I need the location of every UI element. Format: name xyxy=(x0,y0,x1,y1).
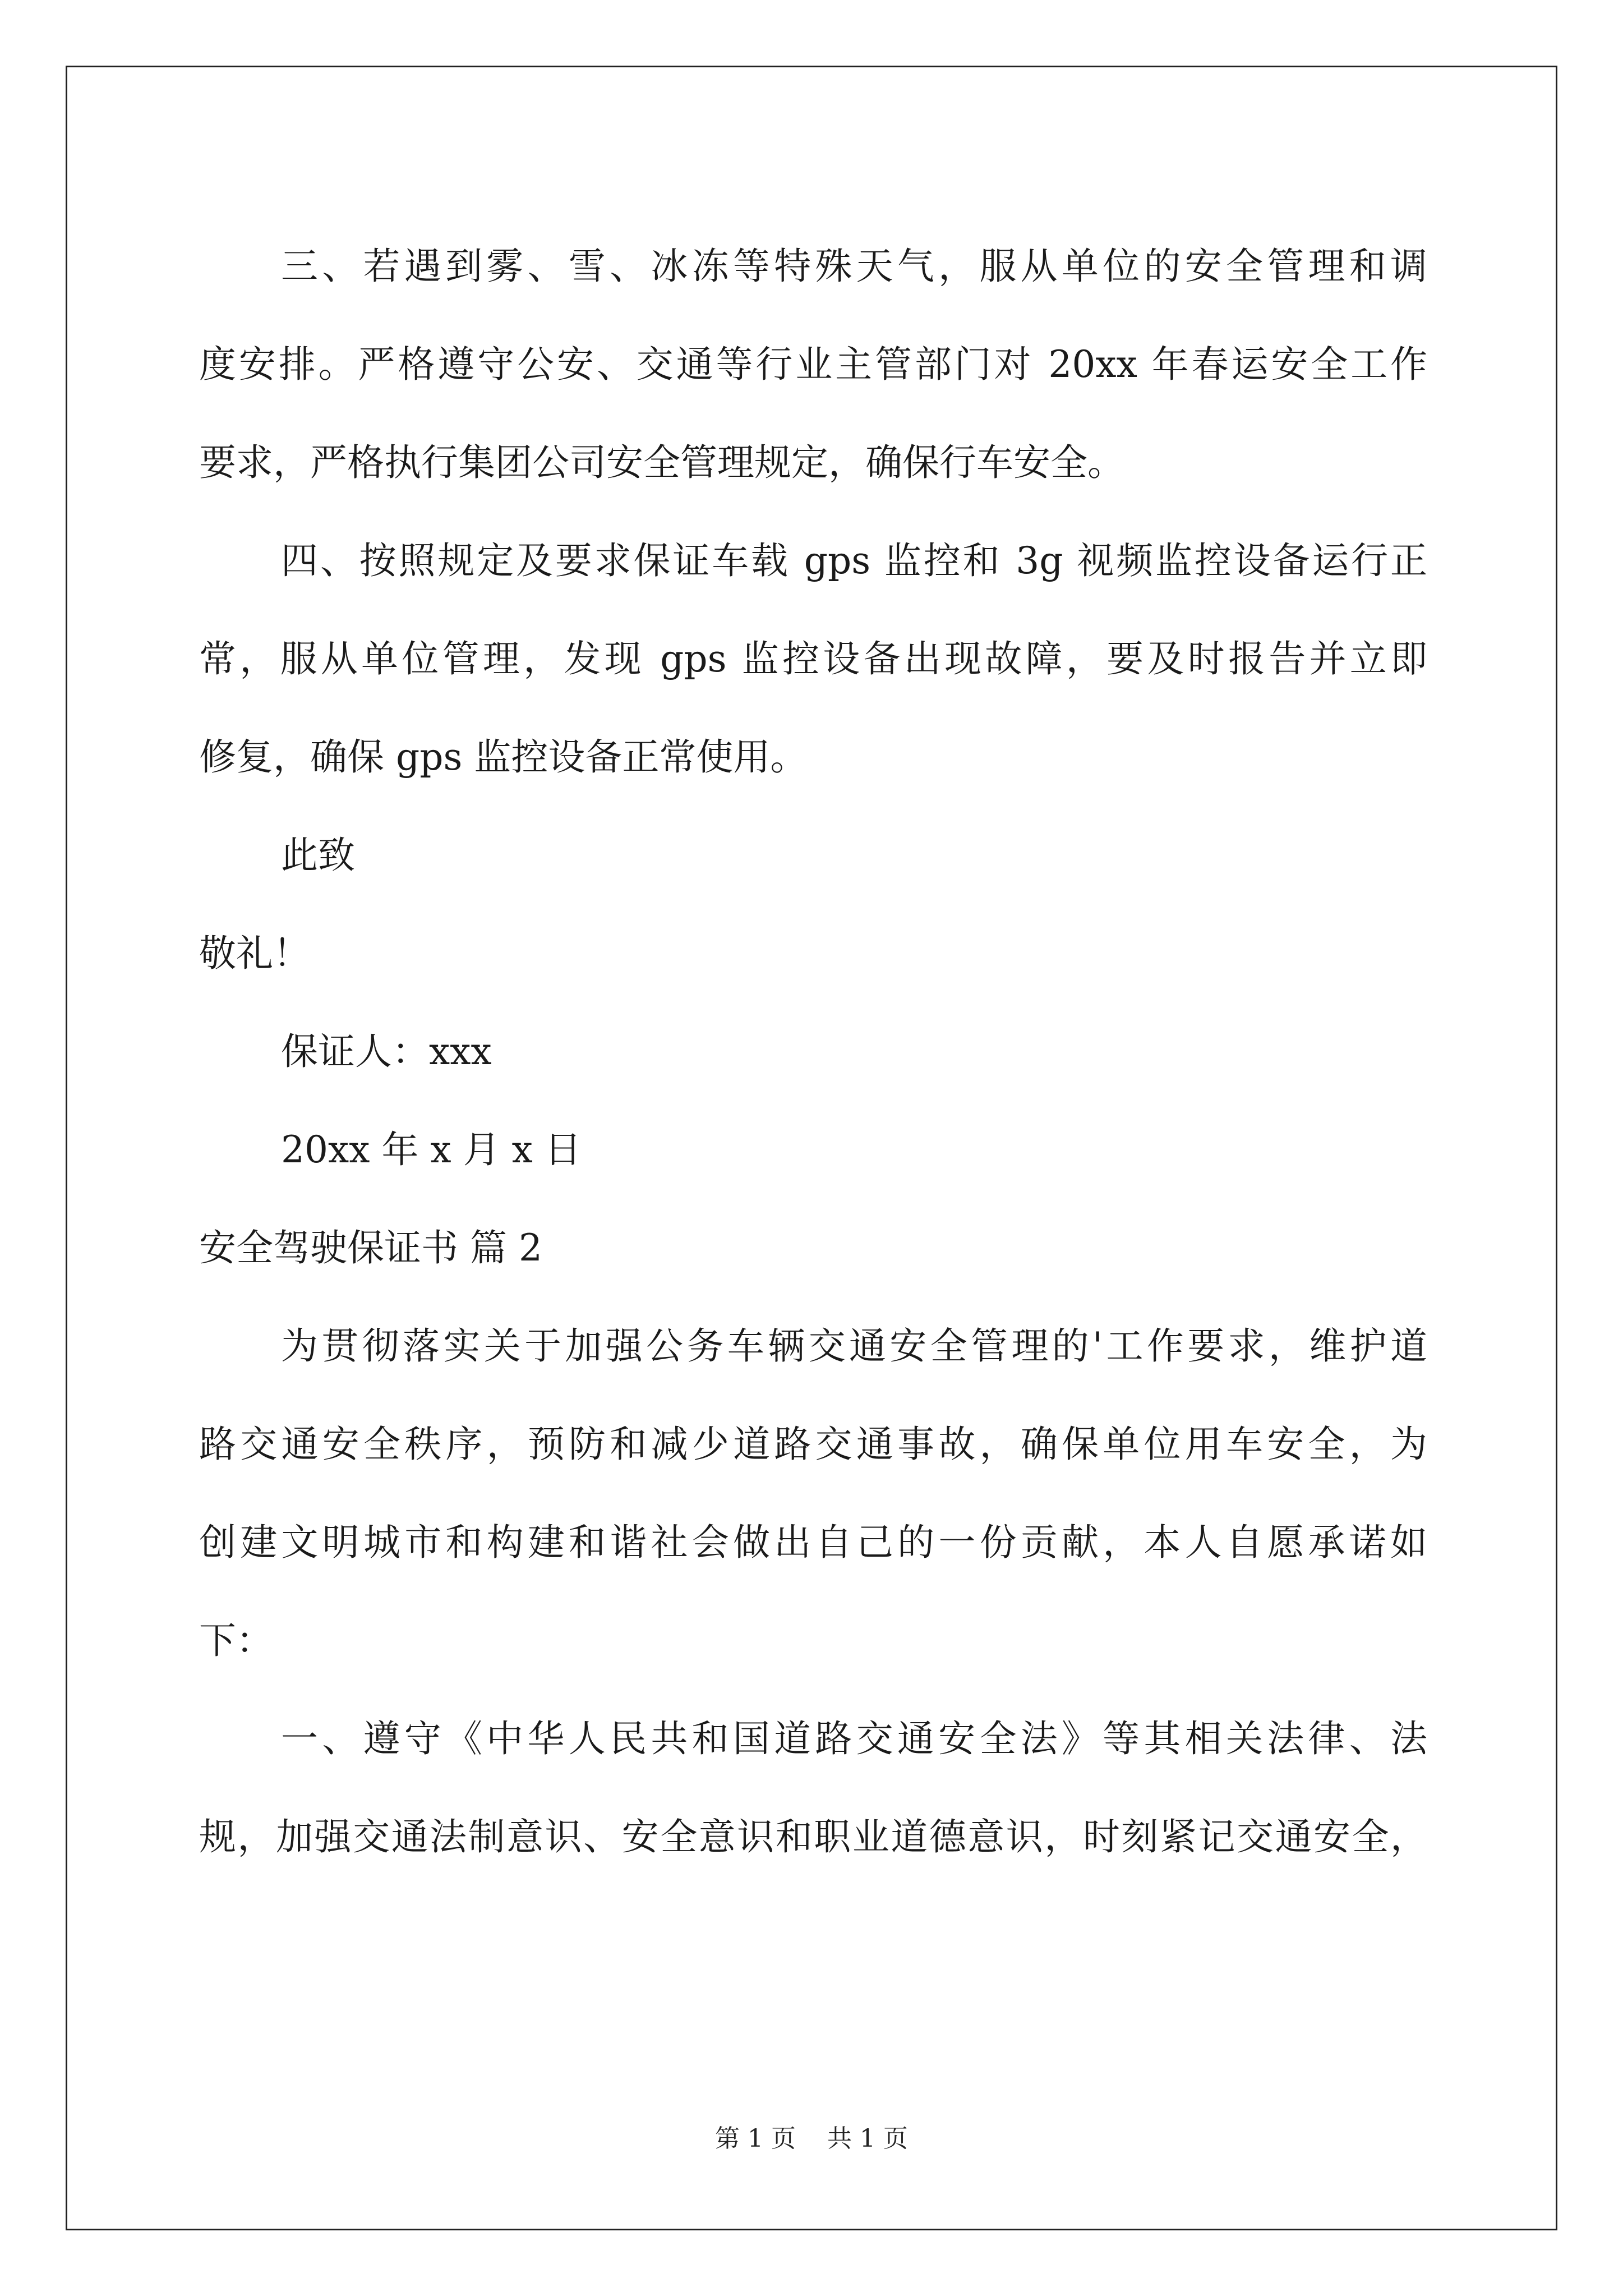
footer-gap xyxy=(796,2124,827,2153)
text-line: 创建文明城市和构建和谐社会做出自己的一份贡献，本人自愿承诺如 xyxy=(199,1521,1427,1564)
text-line: 规，加强交通法制意识、安全意识和职业道德意识，时刻紧记交通安全， xyxy=(199,1815,1427,1858)
text-line: 安全驾驶保证书 篇 2 xyxy=(199,1226,542,1269)
text-line: 度安排。严格遵守公安、交通等行业主管部门对 20xx 年春运安全工作 xyxy=(199,343,1427,386)
text-line: 四、按照规定及要求保证车载 gps 监控和 3g 视频监控设备运行正 xyxy=(281,539,1427,582)
page-total: 共 1 页 xyxy=(827,2124,908,2153)
text-line: 三、若遇到雾、雪、冰冻等特殊天气，服从单位的安全管理和调 xyxy=(281,245,1427,288)
text-line: 下： xyxy=(199,1619,273,1662)
text-line: 路交通安全秩序，预防和减少道路交通事故，确保单位用车安全，为 xyxy=(199,1423,1427,1466)
text-line: 保证人：xxx xyxy=(281,1030,492,1073)
page-number: 第 1 页 xyxy=(715,2124,796,2153)
text-line: 常，服从单位管理，发现 gps 监控设备出现故障，要及时报告并立即 xyxy=(199,637,1427,680)
text-line: 修复，确保 gps 监控设备正常使用。 xyxy=(199,735,808,779)
text-line: 为贯彻落实关于加强公务车辆交通安全管理的'工作要求，维护道 xyxy=(281,1324,1427,1368)
text-line: 一、遵守《中华人民共和国道路交通安全法》等其相关法律、法 xyxy=(281,1717,1427,1760)
text-line: 此致 xyxy=(281,834,355,877)
text-line: 敬礼！ xyxy=(199,932,310,975)
page-footer xyxy=(0,2122,1623,2156)
text-line: 要求，严格执行集团公司安全管理规定，确保行车安全。 xyxy=(199,441,1124,484)
text-line: 20xx 年 x 月 x 日 xyxy=(281,1128,582,1171)
